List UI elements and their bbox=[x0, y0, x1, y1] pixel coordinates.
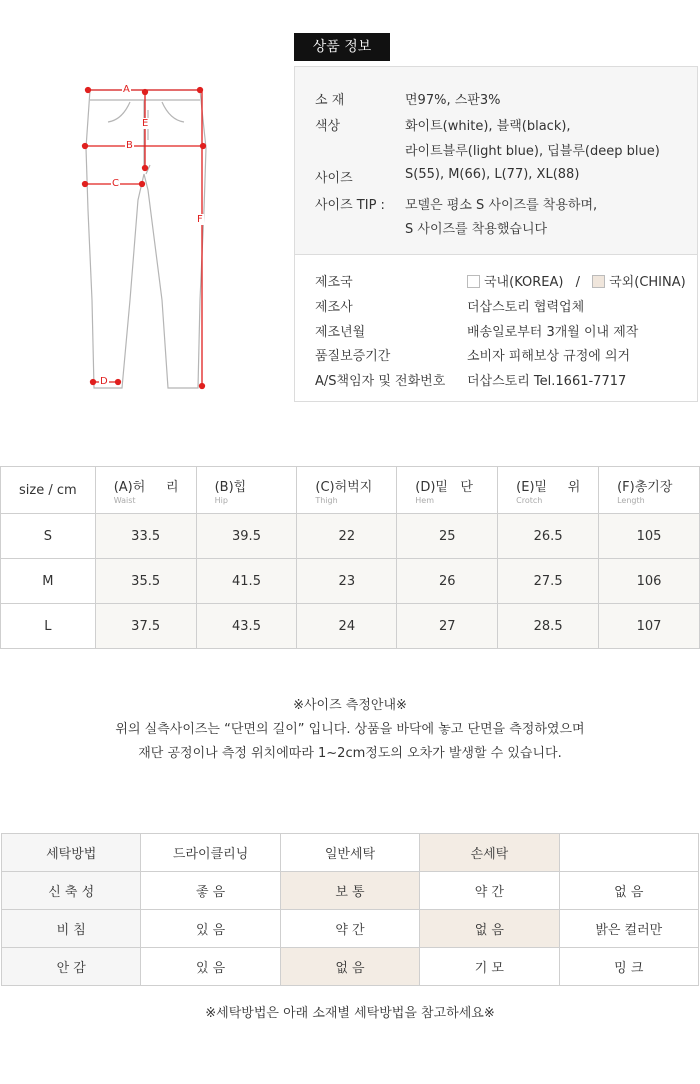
spec-key: 사이즈 TIP : bbox=[315, 198, 385, 213]
size-value: 24 bbox=[297, 604, 397, 649]
size-value: 35.5 bbox=[95, 559, 196, 604]
size-value: 23 bbox=[297, 559, 397, 604]
china-checkbox bbox=[592, 275, 605, 288]
header-label: (C)허벅지 bbox=[315, 479, 373, 495]
dim-label-f: F bbox=[197, 214, 203, 225]
as-key: A/S책임자 및 전화번호 bbox=[315, 374, 446, 389]
spec-value: 라이트블루(light blue), 딥블루(deep blue) bbox=[405, 144, 660, 159]
size-notice bbox=[0, 694, 700, 766]
spec-value: S 사이즈를 착용했습니다 bbox=[405, 222, 548, 237]
care-row-lining bbox=[2, 948, 699, 986]
size-corner-cell: size / cm bbox=[1, 467, 96, 514]
size-value: 43.5 bbox=[196, 604, 297, 649]
size-value: 25 bbox=[397, 514, 498, 559]
warranty-value: 소비자 피해보상 규정에 의거 bbox=[467, 349, 631, 364]
header-waist bbox=[95, 467, 196, 514]
header-label: (A)허 리 bbox=[113, 479, 179, 495]
care-row-wash bbox=[2, 834, 699, 872]
spec-value: 모델은 평소 S 사이즈를 착용하며, bbox=[405, 198, 598, 213]
size-value: 41.5 bbox=[196, 559, 297, 604]
header-sub: Length bbox=[617, 495, 645, 505]
header-hip bbox=[196, 467, 297, 514]
size-value: 26 bbox=[397, 559, 498, 604]
care-cell: 있 음 bbox=[141, 948, 280, 986]
care-cell bbox=[559, 834, 698, 872]
size-row-m bbox=[1, 559, 700, 604]
care-row-label: 비 침 bbox=[2, 910, 141, 948]
korea-checkbox bbox=[467, 275, 480, 288]
care-cell: 좋 음 bbox=[141, 872, 280, 910]
size-value: 22 bbox=[297, 514, 397, 559]
care-cell: 밝은 컬러만 bbox=[559, 910, 698, 948]
product-info-title: 상품 정보 bbox=[294, 33, 390, 61]
header-sub: Thigh bbox=[315, 495, 338, 505]
size-row-l bbox=[1, 604, 700, 649]
spec-value: 면97%, 스판3% bbox=[405, 93, 501, 108]
header-sub: Waist bbox=[113, 495, 136, 505]
care-cell: 일반세탁 bbox=[280, 834, 419, 872]
size-value: 107 bbox=[599, 604, 700, 649]
size-table-header bbox=[1, 467, 700, 514]
size-diagram bbox=[60, 70, 250, 410]
header-label: (D)밑 단 bbox=[415, 479, 473, 495]
header-sub: Crotch bbox=[516, 495, 543, 505]
header-label: (F)총기장 bbox=[617, 479, 673, 495]
origin-key: 제조국 bbox=[315, 275, 353, 290]
date-key: 제조년월 bbox=[315, 325, 366, 340]
care-cell: 약 간 bbox=[280, 910, 419, 948]
header-label: (E)밑 위 bbox=[516, 479, 581, 495]
dim-label-b: B bbox=[126, 140, 133, 151]
care-cell: 없 음 bbox=[559, 872, 698, 910]
care-cell-selected: 없 음 bbox=[280, 948, 419, 986]
spec-value: S(55), M(66), L(77), XL(88) bbox=[405, 167, 580, 182]
care-row-label: 신 축 성 bbox=[2, 872, 141, 910]
size-value: 39.5 bbox=[196, 514, 297, 559]
care-cell: 약 간 bbox=[420, 872, 559, 910]
care-cell: 밍 크 bbox=[559, 948, 698, 986]
size-table bbox=[0, 466, 700, 649]
header-sub: Hem bbox=[415, 495, 434, 505]
care-cell-selected: 없 음 bbox=[420, 910, 559, 948]
size-value: 27.5 bbox=[498, 559, 599, 604]
header-hem bbox=[397, 467, 498, 514]
origin-separator: / bbox=[575, 275, 580, 290]
dim-label-e: E bbox=[142, 118, 149, 129]
care-row-label: 안 감 bbox=[2, 948, 141, 986]
as-value: 더삽스토리 Tel.1661-7717 bbox=[467, 374, 627, 389]
maker-value: 더삽스토리 협력업체 bbox=[467, 300, 585, 315]
maker-key: 제조사 bbox=[315, 300, 353, 315]
size-value: 26.5 bbox=[498, 514, 599, 559]
spec-key: 사이즈 bbox=[315, 171, 353, 186]
dim-label-a: A bbox=[123, 84, 130, 95]
china-label: 국외(CHINA) bbox=[609, 275, 686, 290]
header-crotch bbox=[498, 467, 599, 514]
size-value: 106 bbox=[599, 559, 700, 604]
care-row-sheer bbox=[2, 910, 699, 948]
warranty-key: 품질보증기간 bbox=[315, 349, 391, 364]
care-note: ※세탁방법은 아래 소재별 세탁방법을 참고하세요※ bbox=[205, 1006, 495, 1021]
care-cell-selected: 보 통 bbox=[280, 872, 419, 910]
korea-label: 국내(KOREA) bbox=[484, 275, 564, 290]
size-value: 37.5 bbox=[95, 604, 196, 649]
header-thigh bbox=[297, 467, 397, 514]
manufacturer-box bbox=[294, 255, 698, 402]
date-value: 배송일로부터 3개월 이내 제작 bbox=[467, 325, 639, 340]
size-value: 33.5 bbox=[95, 514, 196, 559]
spec-key: 소 재 bbox=[315, 93, 345, 108]
notice-line-1: 위의 실측사이즈는 “단면의 길이” 입니다. 상품을 바닥에 놓고 단면을 측정하였으며 bbox=[115, 722, 585, 737]
size-value: 105 bbox=[599, 514, 700, 559]
care-row-stretch bbox=[2, 872, 699, 910]
care-cell-selected: 손세탁 bbox=[420, 834, 559, 872]
spec-value: 화이트(white), 블랙(black), bbox=[405, 119, 571, 134]
care-row-label: 세탁방법 bbox=[2, 834, 141, 872]
header-label: (B)힙 bbox=[214, 479, 247, 495]
pants-illustration bbox=[60, 70, 250, 410]
size-label: L bbox=[1, 604, 96, 649]
size-row-s bbox=[1, 514, 700, 559]
care-cell: 드라이클리닝 bbox=[141, 834, 280, 872]
size-label: S bbox=[1, 514, 96, 559]
origin-options bbox=[467, 271, 686, 290]
notice-title: ※사이즈 측정안내※ bbox=[293, 698, 407, 713]
notice-line-2: 재단 공정이나 측정 위치에따라 1~2cm정도의 오차가 발생할 수 있습니다. bbox=[138, 746, 562, 761]
header-length bbox=[599, 467, 700, 514]
header-sub: Hip bbox=[214, 495, 228, 505]
dim-label-c: C bbox=[112, 178, 119, 189]
spec-key: 색상 bbox=[315, 119, 341, 134]
size-label: M bbox=[1, 559, 96, 604]
dim-label-d: D bbox=[100, 376, 108, 387]
care-cell: 기 모 bbox=[420, 948, 559, 986]
size-value: 28.5 bbox=[498, 604, 599, 649]
size-value: 27 bbox=[397, 604, 498, 649]
product-spec-box bbox=[294, 66, 698, 255]
care-cell: 있 음 bbox=[141, 910, 280, 948]
care-table bbox=[1, 833, 699, 986]
